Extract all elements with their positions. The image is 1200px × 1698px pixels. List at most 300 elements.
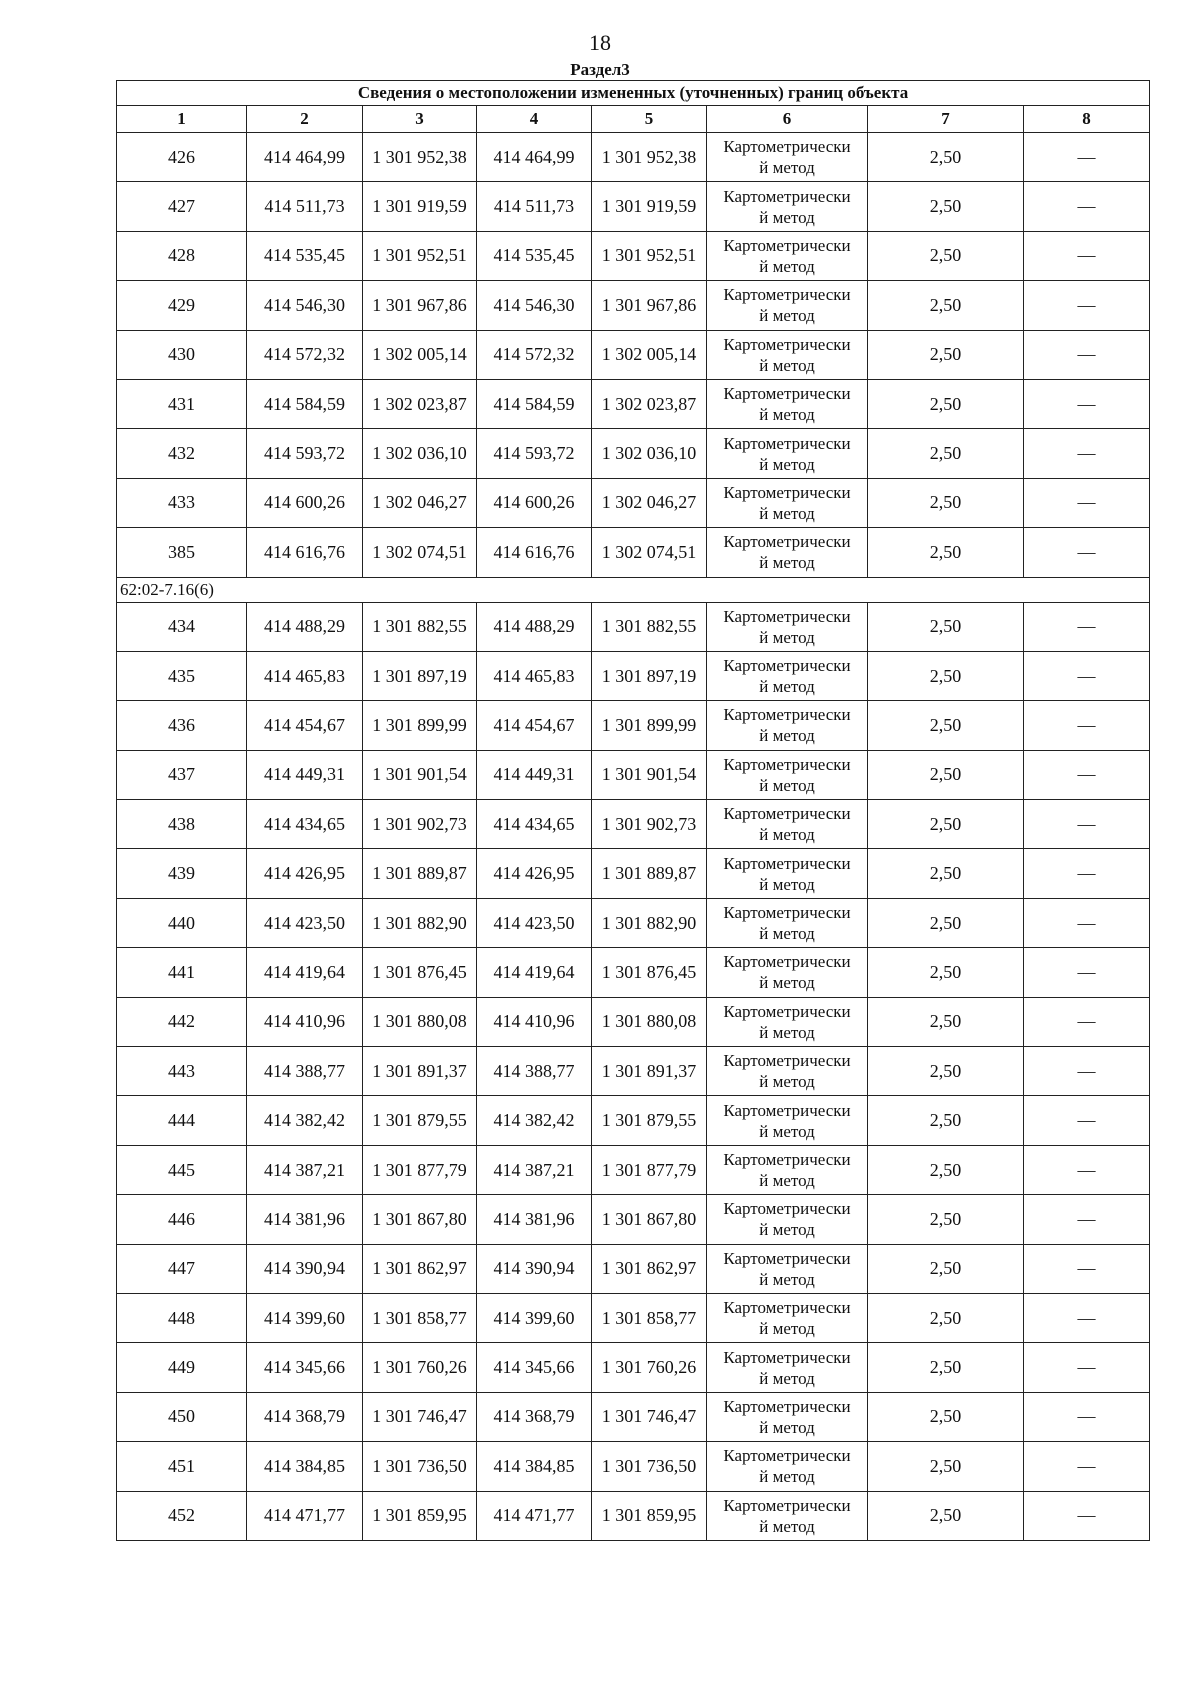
precision-cell: 2,50 [868, 1343, 1024, 1392]
new-y-cell: 1 302 023,87 [592, 379, 707, 428]
method-text-line1: Картометрически [723, 1347, 851, 1367]
column-number: 5 [592, 106, 707, 133]
old-y-cell: 1 301 882,55 [363, 602, 477, 651]
method-cell [707, 1392, 868, 1441]
method-text-line1: Картометрически [723, 853, 851, 873]
new-y-cell: 1 301 967,86 [592, 281, 707, 330]
precision-cell: 2,50 [868, 1145, 1024, 1194]
note-cell: — [1024, 1293, 1150, 1342]
method-cell [707, 528, 868, 577]
method-text-line2: й метод [759, 306, 815, 326]
precision-cell: 2,50 [868, 701, 1024, 750]
method-text-line1: Картометрически [723, 186, 851, 206]
method-text-line2: й метод [759, 1072, 815, 1092]
method-text-line2: й метод [759, 627, 815, 647]
old-y-cell: 1 301 902,73 [363, 800, 477, 849]
precision-cell: 2,50 [868, 330, 1024, 379]
page-number: 18 [589, 30, 611, 55]
method-cell [707, 231, 868, 280]
method-cell [707, 651, 868, 700]
old-y-cell: 1 301 897,19 [363, 651, 477, 700]
method-cell [707, 1491, 868, 1540]
method-text-line2: й метод [759, 553, 815, 573]
new-x-cell: 414 584,59 [477, 379, 592, 428]
new-x-cell: 414 384,85 [477, 1442, 592, 1491]
precision-cell: 2,50 [868, 997, 1024, 1046]
new-y-cell: 1 302 005,14 [592, 330, 707, 379]
note-cell: — [1024, 948, 1150, 997]
method-text-line1: Картометрически [723, 1248, 851, 1268]
point-number-cell: 437 [117, 750, 247, 799]
method-text-line1: Картометрически [723, 1051, 851, 1071]
new-x-cell: 414 410,96 [477, 997, 592, 1046]
precision-cell: 2,50 [868, 528, 1024, 577]
table-row [117, 478, 1150, 527]
precision-cell: 2,50 [868, 478, 1024, 527]
precision-cell: 2,50 [868, 429, 1024, 478]
precision-cell: 2,50 [868, 1047, 1024, 1096]
table-row [117, 1392, 1150, 1441]
new-y-cell: 1 301 858,77 [592, 1293, 707, 1342]
old-y-cell: 1 301 760,26 [363, 1343, 477, 1392]
point-number-cell: 451 [117, 1442, 247, 1491]
method-text-line1: Картометрически [723, 384, 851, 404]
method-text-line2: й метод [759, 1220, 815, 1240]
point-number-cell: 440 [117, 898, 247, 947]
old-x-cell: 414 471,77 [247, 1491, 363, 1540]
point-number-cell: 435 [117, 651, 247, 700]
old-x-cell: 414 410,96 [247, 997, 363, 1046]
new-y-cell: 1 301 877,79 [592, 1145, 707, 1194]
new-x-cell: 414 387,21 [477, 1145, 592, 1194]
old-y-cell: 1 302 074,51 [363, 528, 477, 577]
old-x-cell: 414 381,96 [247, 1195, 363, 1244]
method-text-line2: й метод [759, 874, 815, 894]
method-text-line1: Картометрически [723, 705, 851, 725]
new-y-cell: 1 302 046,27 [592, 478, 707, 527]
old-x-cell: 414 368,79 [247, 1392, 363, 1441]
precision-cell: 2,50 [868, 750, 1024, 799]
method-text-line2: й метод [759, 1467, 815, 1487]
column-number-row [117, 106, 1150, 133]
new-y-cell: 1 301 882,90 [592, 898, 707, 947]
old-x-cell: 414 546,30 [247, 281, 363, 330]
old-x-cell: 414 423,50 [247, 898, 363, 947]
new-x-cell: 414 464,99 [477, 133, 592, 182]
note-cell: — [1024, 528, 1150, 577]
method-text-line1: Картометрически [723, 285, 851, 305]
method-text-line2: й метод [759, 924, 815, 944]
table-row [117, 800, 1150, 849]
old-y-cell: 1 302 023,87 [363, 379, 477, 428]
method-text-line2: й метод [759, 503, 815, 523]
old-x-cell: 414 593,72 [247, 429, 363, 478]
method-text-line1: Картометрически [723, 952, 851, 972]
note-cell: — [1024, 849, 1150, 898]
old-x-cell: 414 390,94 [247, 1244, 363, 1293]
table-row [117, 602, 1150, 651]
point-number-cell: 427 [117, 182, 247, 231]
note-cell: — [1024, 1244, 1150, 1293]
table-row [117, 379, 1150, 428]
new-y-cell: 1 301 899,99 [592, 701, 707, 750]
table-row [117, 1442, 1150, 1491]
table-row [117, 1145, 1150, 1194]
old-y-cell: 1 301 952,51 [363, 231, 477, 280]
old-x-cell: 414 426,95 [247, 849, 363, 898]
old-x-cell: 414 616,76 [247, 528, 363, 577]
method-cell [707, 997, 868, 1046]
precision-cell: 2,50 [868, 898, 1024, 947]
table-row [117, 849, 1150, 898]
note-cell: — [1024, 429, 1150, 478]
new-x-cell: 414 449,31 [477, 750, 592, 799]
old-y-cell: 1 301 919,59 [363, 182, 477, 231]
method-cell [707, 478, 868, 527]
table-row [117, 1491, 1150, 1540]
precision-cell: 2,50 [868, 651, 1024, 700]
old-y-cell: 1 302 005,14 [363, 330, 477, 379]
table-row [117, 1096, 1150, 1145]
method-cell [707, 1343, 868, 1392]
column-number: 6 [707, 106, 868, 133]
old-x-cell: 414 535,45 [247, 231, 363, 280]
old-y-cell: 1 301 882,90 [363, 898, 477, 947]
point-number-cell: 448 [117, 1293, 247, 1342]
new-x-cell: 414 423,50 [477, 898, 592, 947]
precision-cell: 2,50 [868, 800, 1024, 849]
point-number-cell: 434 [117, 602, 247, 651]
method-cell [707, 701, 868, 750]
note-cell: — [1024, 1047, 1150, 1096]
old-x-cell: 414 584,59 [247, 379, 363, 428]
method-cell [707, 800, 868, 849]
old-y-cell: 1 301 889,87 [363, 849, 477, 898]
old-y-cell: 1 301 859,95 [363, 1491, 477, 1540]
method-text-line2: й метод [759, 1269, 815, 1289]
note-cell: — [1024, 1343, 1150, 1392]
table-body [117, 133, 1150, 1541]
old-y-cell: 1 301 867,80 [363, 1195, 477, 1244]
old-x-cell: 414 454,67 [247, 701, 363, 750]
point-number-cell: 429 [117, 281, 247, 330]
note-cell: — [1024, 182, 1150, 231]
old-x-cell: 414 388,77 [247, 1047, 363, 1096]
new-x-cell: 414 381,96 [477, 1195, 592, 1244]
table-row [117, 133, 1150, 182]
method-text-line1: Картометрически [723, 235, 851, 255]
precision-cell: 2,50 [868, 948, 1024, 997]
table-row [117, 1195, 1150, 1244]
method-text-line2: й метод [759, 454, 815, 474]
method-cell [707, 429, 868, 478]
method-text-line1: Картометрически [723, 1396, 851, 1416]
precision-cell: 2,50 [868, 231, 1024, 280]
new-x-cell: 414 434,65 [477, 800, 592, 849]
method-cell [707, 1145, 868, 1194]
precision-cell: 2,50 [868, 1244, 1024, 1293]
new-y-cell: 1 301 862,97 [592, 1244, 707, 1293]
method-cell [707, 1293, 868, 1342]
precision-cell: 2,50 [868, 1392, 1024, 1441]
method-cell [707, 330, 868, 379]
point-number-cell: 443 [117, 1047, 247, 1096]
precision-cell: 2,50 [868, 379, 1024, 428]
method-text-line1: Картометрически [723, 532, 851, 552]
old-y-cell: 1 301 880,08 [363, 997, 477, 1046]
column-number: 8 [1024, 106, 1150, 133]
note-cell: — [1024, 379, 1150, 428]
old-y-cell: 1 301 736,50 [363, 1442, 477, 1491]
note-cell: — [1024, 602, 1150, 651]
new-y-cell: 1 301 919,59 [592, 182, 707, 231]
column-number: 4 [477, 106, 592, 133]
new-x-cell: 414 382,42 [477, 1096, 592, 1145]
new-y-cell: 1 301 902,73 [592, 800, 707, 849]
method-text-line2: й метод [759, 1417, 815, 1437]
new-y-cell: 1 301 876,45 [592, 948, 707, 997]
method-text-line1: Картометрически [723, 1100, 851, 1120]
old-x-cell: 414 465,83 [247, 651, 363, 700]
method-cell [707, 750, 868, 799]
new-x-cell: 414 600,26 [477, 478, 592, 527]
note-cell: — [1024, 478, 1150, 527]
new-y-cell: 1 301 760,26 [592, 1343, 707, 1392]
old-x-cell: 414 488,29 [247, 602, 363, 651]
column-number: 7 [868, 106, 1024, 133]
note-cell: — [1024, 898, 1150, 947]
new-y-cell: 1 301 952,51 [592, 231, 707, 280]
new-y-cell: 1 302 036,10 [592, 429, 707, 478]
new-y-cell: 1 301 867,80 [592, 1195, 707, 1244]
old-y-cell: 1 302 036,10 [363, 429, 477, 478]
method-cell [707, 1096, 868, 1145]
new-y-cell: 1 301 889,87 [592, 849, 707, 898]
note-cell: — [1024, 1145, 1150, 1194]
old-y-cell: 1 301 858,77 [363, 1293, 477, 1342]
point-number-cell: 442 [117, 997, 247, 1046]
note-cell: — [1024, 133, 1150, 182]
method-cell [707, 1442, 868, 1491]
column-number: 2 [247, 106, 363, 133]
table-caption: Сведения о местоположении измененных (уточненных) границ объекта [117, 81, 1150, 106]
boundary-coordinates-table [116, 80, 1150, 1541]
method-cell [707, 898, 868, 947]
new-y-cell: 1 301 880,08 [592, 997, 707, 1046]
table-row [117, 182, 1150, 231]
precision-cell: 2,50 [868, 1293, 1024, 1342]
method-text-line1: Картометрически [723, 1150, 851, 1169]
new-y-cell: 1 301 859,95 [592, 1491, 707, 1540]
table-row [117, 281, 1150, 330]
column-number: 3 [363, 106, 477, 133]
new-x-cell: 414 419,64 [477, 948, 592, 997]
new-x-cell: 414 465,83 [477, 651, 592, 700]
method-cell [707, 379, 868, 428]
precision-cell: 2,50 [868, 1195, 1024, 1244]
table-row [117, 898, 1150, 947]
new-x-cell: 414 511,73 [477, 182, 592, 231]
new-x-cell: 414 572,32 [477, 330, 592, 379]
old-x-cell: 414 434,65 [247, 800, 363, 849]
new-x-cell: 414 616,76 [477, 528, 592, 577]
old-x-cell: 414 382,42 [247, 1096, 363, 1145]
old-y-cell: 1 301 879,55 [363, 1096, 477, 1145]
method-text-line2: й метод [759, 1516, 815, 1536]
table-row [117, 997, 1150, 1046]
precision-cell: 2,50 [868, 849, 1024, 898]
table-row [117, 330, 1150, 379]
point-number-cell: 446 [117, 1195, 247, 1244]
table-row [117, 1293, 1150, 1342]
method-text-line2: й метод [759, 677, 815, 697]
note-cell: — [1024, 1491, 1150, 1540]
method-text-line1: Картометрически [723, 1199, 851, 1219]
method-text-line1: Картометрически [723, 903, 851, 923]
method-text-line1: Картометрически [723, 754, 851, 774]
note-cell: — [1024, 231, 1150, 280]
method-cell [707, 281, 868, 330]
precision-cell: 2,50 [868, 133, 1024, 182]
new-y-cell: 1 301 891,37 [592, 1047, 707, 1096]
method-text-line2: й метод [759, 1121, 815, 1141]
method-text-line1: Картометрически [723, 606, 851, 626]
new-x-cell: 414 426,95 [477, 849, 592, 898]
note-cell: — [1024, 281, 1150, 330]
method-text-line1: Картометрически [723, 1495, 851, 1515]
method-text-line2: й метод [759, 1171, 815, 1190]
old-y-cell: 1 301 891,37 [363, 1047, 477, 1096]
new-x-cell: 414 454,67 [477, 701, 592, 750]
new-x-cell: 414 368,79 [477, 1392, 592, 1441]
old-x-cell: 414 464,99 [247, 133, 363, 182]
note-cell: — [1024, 1096, 1150, 1145]
old-y-cell: 1 301 901,54 [363, 750, 477, 799]
method-text-line2: й метод [759, 1022, 815, 1042]
point-number-cell: 430 [117, 330, 247, 379]
table-row [117, 429, 1150, 478]
method-text-line1: Картометрически [723, 804, 851, 824]
old-x-cell: 414 345,66 [247, 1343, 363, 1392]
precision-cell: 2,50 [868, 1096, 1024, 1145]
old-x-cell: 414 387,21 [247, 1145, 363, 1194]
method-text-line2: й метод [759, 973, 815, 993]
point-number-cell: 444 [117, 1096, 247, 1145]
new-x-cell: 414 390,94 [477, 1244, 592, 1293]
point-number-cell: 449 [117, 1343, 247, 1392]
note-cell: — [1024, 800, 1150, 849]
new-y-cell: 1 301 897,19 [592, 651, 707, 700]
new-y-cell: 1 301 901,54 [592, 750, 707, 799]
old-y-cell: 1 301 876,45 [363, 948, 477, 997]
new-y-cell: 1 301 736,50 [592, 1442, 707, 1491]
table-row [117, 750, 1150, 799]
method-cell [707, 1047, 868, 1096]
method-text-line1: Картометрически [723, 1298, 851, 1318]
new-x-cell: 414 593,72 [477, 429, 592, 478]
parcel-group-label: 62:02-7.16(6) [117, 577, 1150, 602]
method-cell [707, 948, 868, 997]
precision-cell: 2,50 [868, 281, 1024, 330]
old-y-cell: 1 301 967,86 [363, 281, 477, 330]
note-cell: — [1024, 997, 1150, 1046]
table-row [117, 1343, 1150, 1392]
method-cell [707, 182, 868, 231]
new-x-cell: 414 535,45 [477, 231, 592, 280]
note-cell: — [1024, 701, 1150, 750]
old-y-cell: 1 301 952,38 [363, 133, 477, 182]
new-x-cell: 414 471,77 [477, 1491, 592, 1540]
note-cell: — [1024, 1442, 1150, 1491]
method-cell [707, 1244, 868, 1293]
old-x-cell: 414 419,64 [247, 948, 363, 997]
old-x-cell: 414 399,60 [247, 1293, 363, 1342]
new-x-cell: 414 546,30 [477, 281, 592, 330]
old-x-cell: 414 384,85 [247, 1442, 363, 1491]
old-y-cell: 1 301 862,97 [363, 1244, 477, 1293]
new-x-cell: 414 399,60 [477, 1293, 592, 1342]
precision-cell: 2,50 [868, 182, 1024, 231]
table-row [117, 1047, 1150, 1096]
table-row [117, 1244, 1150, 1293]
note-cell: — [1024, 1392, 1150, 1441]
point-number-cell: 447 [117, 1244, 247, 1293]
table-row [117, 231, 1150, 280]
point-number-cell: 438 [117, 800, 247, 849]
point-number-cell: 433 [117, 478, 247, 527]
new-y-cell: 1 301 952,38 [592, 133, 707, 182]
new-y-cell: 1 301 746,47 [592, 1392, 707, 1441]
method-text-line1: Картометрически [723, 334, 851, 354]
method-text-line2: й метод [759, 405, 815, 425]
column-number: 1 [117, 106, 247, 133]
method-text-line2: й метод [759, 207, 815, 227]
group-row [117, 577, 1150, 602]
old-y-cell: 1 301 899,99 [363, 701, 477, 750]
old-y-cell: 1 301 746,47 [363, 1392, 477, 1441]
old-y-cell: 1 301 877,79 [363, 1145, 477, 1194]
precision-cell: 2,50 [868, 1442, 1024, 1491]
table-row [117, 528, 1150, 577]
new-y-cell: 1 301 879,55 [592, 1096, 707, 1145]
old-y-cell: 1 302 046,27 [363, 478, 477, 527]
table-row [117, 948, 1150, 997]
method-text-line2: й метод [759, 158, 815, 178]
method-text-line1: Картометрически [723, 656, 851, 676]
point-number-cell: 431 [117, 379, 247, 428]
new-y-cell: 1 302 074,51 [592, 528, 707, 577]
old-x-cell: 414 449,31 [247, 750, 363, 799]
note-cell: — [1024, 330, 1150, 379]
table-row [117, 651, 1150, 700]
note-cell: — [1024, 1195, 1150, 1244]
method-text-line2: й метод [759, 825, 815, 845]
new-x-cell: 414 388,77 [477, 1047, 592, 1096]
section-title: Раздел3 [570, 60, 630, 79]
table-row [117, 701, 1150, 750]
method-cell [707, 133, 868, 182]
point-number-cell: 385 [117, 528, 247, 577]
method-cell [707, 1195, 868, 1244]
point-number-cell: 436 [117, 701, 247, 750]
method-cell [707, 849, 868, 898]
note-cell: — [1024, 750, 1150, 799]
method-text-line2: й метод [759, 1368, 815, 1388]
method-text-line1: Картометрически [723, 482, 851, 502]
precision-cell: 2,50 [868, 1491, 1024, 1540]
method-text-line2: й метод [759, 256, 815, 276]
method-cell [707, 602, 868, 651]
